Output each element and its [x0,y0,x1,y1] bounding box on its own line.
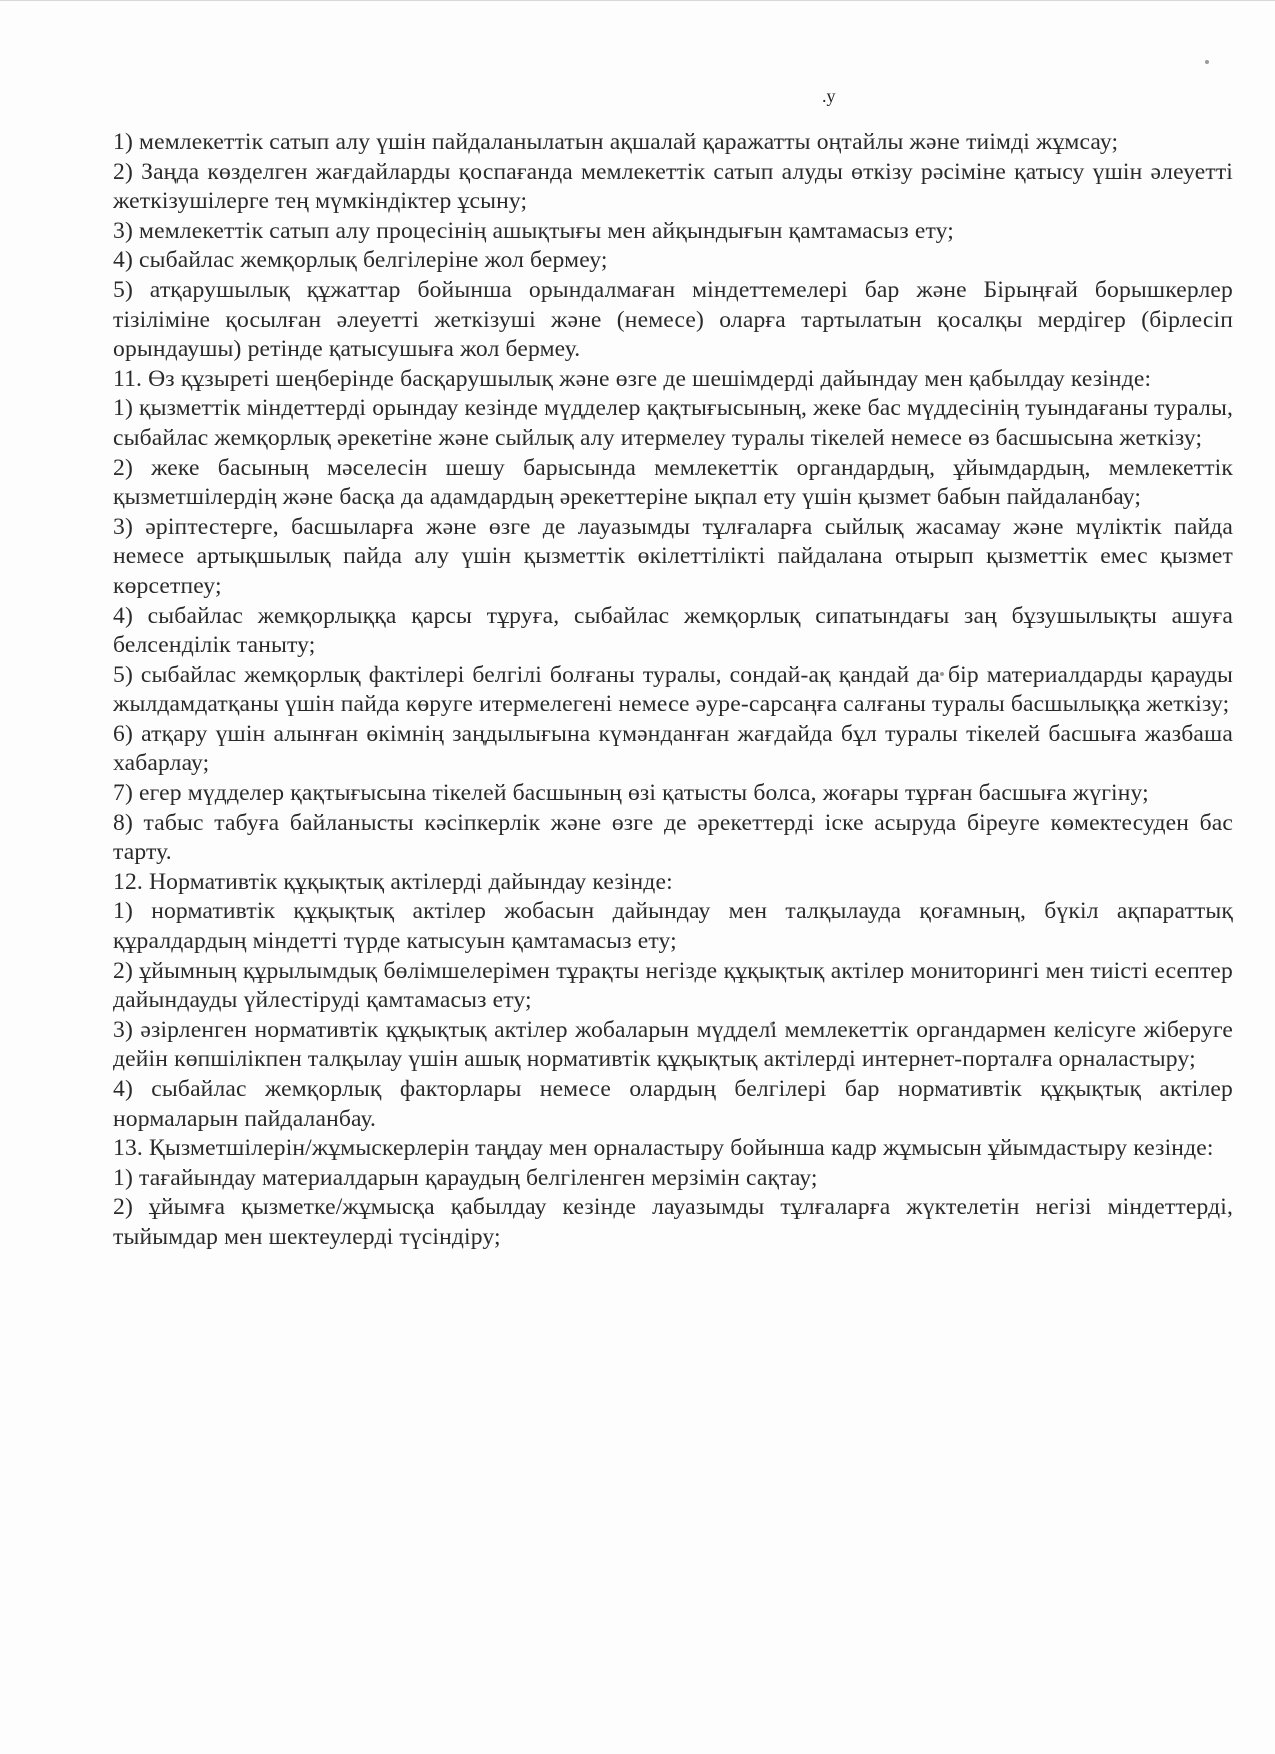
clause-11-1: 1) қызметтік міндеттерді орындау кезінде мүдделер қақтығысының, жеке бас мүддесінің туындағаны туралы, сыбайлас жемқорлық әрекетіне және сыйлық алу итермелеу туралы тікелей немесе өз басшысына жеткізу; [113,395,1233,451]
clause-12-3: 3) әзірленген нормативтік құқықтық актілер жобаларын мүдделі мемлекеттік органдармен келісуге жіберуге дейін көпшілікпен талқылау үшін ашық нормативтік құқықтық актілерді интернет-порталға орналастыру; [113,1016,1233,1073]
clause-11-4: 4) сыбайлас жемқорлыққа қарсы тұруға, сыбайлас жемқорлық сипатындағы заң бұзушылықты ашуға белсенділік таныту; [113,602,1233,659]
clause-11-3: 3) әріптестерге, басшыларға және өзге де лауазымды тұлғаларға сыйлық жасамау және мүліктік пайда немесе артықшылық пайда алу үшін қызметтік өкілеттілікті пайдалана отырып қызметтік емес қызмет көрсетпеу; [113,513,1233,599]
section-11-heading: 11. Өз құзыреті шеңберінде басқарушылық және өзге де шешімдерді дайындау мен қабылдау кезінде: [113,365,1152,392]
clause-10-4: 4) сыбайлас жемқорлық белгілеріне жол бермеу; [113,247,608,274]
clause-10-1: 1) мемлекеттік сатып алу үшін пайдаланылатын ақшалай қаражатты оңтайлы және тиімді жұмсау; [113,129,1119,155]
clause-11-8: 8) табыс табуға байланысты кәсіпкерлік және өзге де әрекеттерді іске асыруда біреуге көмектесуден бас тарту. [113,809,1233,866]
scan-speck [1205,60,1209,64]
clause-13-1: 1) тағайындау материалдарын қараудың белгіленген мерзімін сақтау; [113,1164,818,1191]
clause-12-1: 1) нормативтік құқықтық актілер жобасын дайындау мен талқылауда қоғамның, бүкіл ақпараттық құралдардың міндетті түрде катысуын қамтамасыз ету; [113,898,1233,955]
document-body [113,128,1233,1253]
clause-12-4: 4) сыбайлас жемқорлық факторлары немесе олардың белгілері бар нормативтік құқықтық актілер нормаларын пайдаланбау. [113,1076,1233,1132]
clause-11-6: 6) атқару үшін алынған өкімнің заңдылығына күмәнданған жағдайда бұл туралы тікелей басшыға жазбаша хабарлау; [113,720,1233,777]
clause-10-3: 3) мемлекеттік сатып алу процесінің ашықтығы мен айқындығын қамтамасыз ету; [113,217,955,244]
scan-edge-line [0,0,1275,1]
clause-12-2: 2) ұйымның құрылымдық бөлімшелерімен тұрақты негізде құқықтық актілер мониторингі мен тиісті есептер дайындауды үйлестіруді қамтамасыз ету; [113,957,1233,1014]
clause-11-5: 5) сыбайлас жемқорлық фактілері белгілі болғаны туралы, сондай-ақ қандай да бір материалдарды қарауды жылдамдатқаны үшін пайда көруге итермелегені немесе әуре-сарсаңға салғаны туралы басшылыққа жеткізу; [113,661,1233,718]
clause-10-5: 5) атқарушылық құжаттар бойынша орындалмаған міндеттемелері бар және Бірыңғай борышкерлер тізіліміне қосылған әлеуетті жеткізуші және (немесе) оларға тартылатын қосалқы мердігер (бірлесіп орындаушы) ретінде қатысушыға жол бермеу. [113,276,1233,363]
section-13-heading: 13. Қызметшілерін/жұмыскерлерін таңдау мен орналастыру бойынша кадр жұмысын ұйымдастыру кезінде: [113,1135,1214,1162]
clause-10-2: 2) Заңда көзделген жағдайларды қоспағанда мемлекеттік сатып алуды өткізу рәсіміне қатысу үшін әлеуетті жеткізушілерге тең мүмкіндіктер ұсыну; [113,158,1233,215]
corner-mark: .у [822,86,836,106]
clause-11-2: 2) жеке басының мәселесін шешу барысында мемлекеттік органдардың, ұйымдардың, мемлекеттік қызметшілердің және басқа да адамдардың әрекеттеріне ықпал ету үшін қызмет бабын пайдаланбау; [113,454,1233,511]
section-12-heading: 12. Нормативтік құқықтық актілерді дайындау кезінде: [113,868,673,895]
clause-11-7: 7) егер мүдделер қақтығысына тікелей басшының өзі қатысты болса, жоғары тұрған басшыға жүгіну; [113,780,1149,807]
clause-13-2: 2) ұйымға қызметке/жұмысқа қабылдау кезінде лауазымды тұлғаларға жүктелетін негізі міндеттерді, тыйымдар мен шектеулерді түсіндіру; [113,1194,1233,1250]
